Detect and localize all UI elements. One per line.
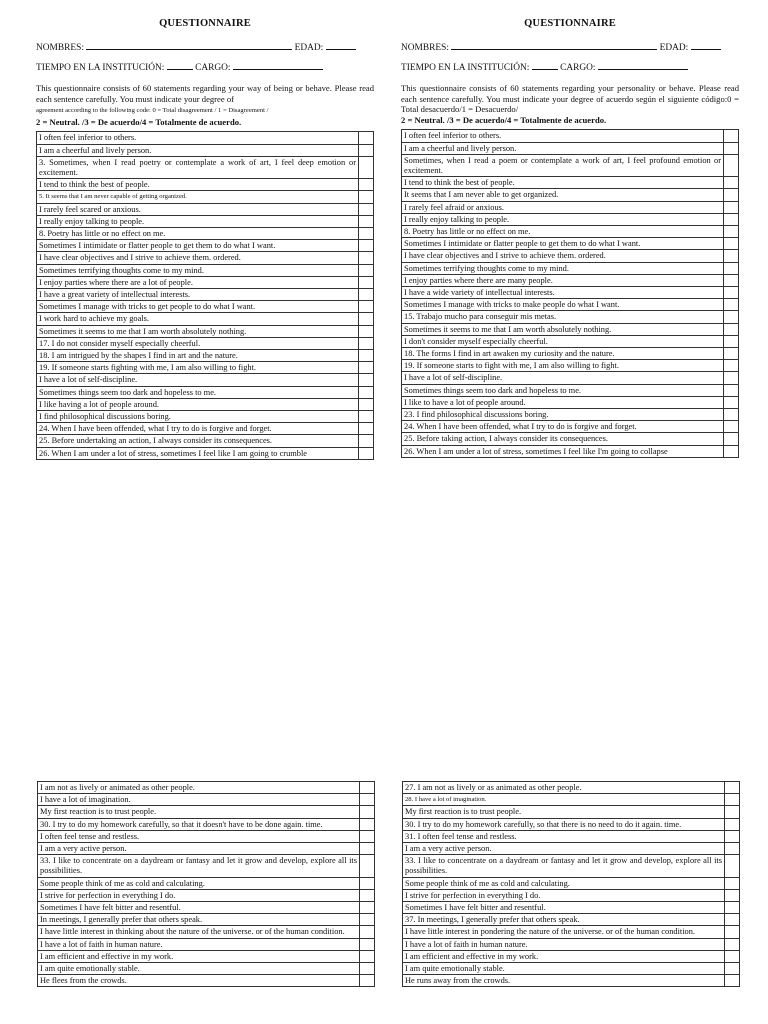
question-text: 5. It seems that I am never capable of getting organized.: [37, 191, 359, 203]
answer-cell[interactable]: [725, 950, 740, 962]
question-text: Sometimes I manage with tricks to get people to do what I want.: [37, 301, 359, 313]
question-text: 25. Before undertaking an action, I always consider its consequences.: [37, 435, 359, 447]
question-text: Sometimes things seem too dark and hopeless to me.: [37, 386, 359, 398]
answer-cell[interactable]: [360, 963, 375, 975]
answer-cell[interactable]: [724, 311, 739, 323]
answer-cell[interactable]: [724, 372, 739, 384]
question-text: 33. I like to concentrate on a daydream or fantasy and let it grow and develop, explore all its possibilities.: [403, 855, 725, 877]
answer-cell[interactable]: [359, 325, 374, 337]
question-row: [37, 325, 374, 337]
edad-field[interactable]: [691, 41, 721, 50]
nombres-row: [401, 41, 739, 54]
answer-cell[interactable]: [724, 142, 739, 154]
answer-cell[interactable]: [359, 203, 374, 215]
instructions: [401, 83, 739, 125]
question-row: [38, 926, 375, 938]
question-text: Sometimes I manage with tricks to make people do what I want.: [402, 299, 724, 311]
edad-label: EDAD:: [294, 43, 324, 53]
question-text: I am a cheerful and lively person.: [402, 142, 724, 154]
question-text: 26. When I am under a lot of stress, sometimes I feel like I'm going to collapse: [402, 445, 724, 457]
question-text: I work hard to achieve my goals.: [37, 313, 359, 325]
answer-cell[interactable]: [359, 191, 374, 203]
cargo-label: CARGO:: [560, 63, 596, 73]
questionnaire-left: [36, 18, 374, 460]
answer-cell[interactable]: [360, 843, 375, 855]
cargo-field[interactable]: [233, 61, 323, 70]
question-row: [37, 386, 374, 398]
question-row: [402, 213, 739, 225]
answer-cell[interactable]: [725, 926, 740, 938]
questions-table: [402, 781, 740, 987]
answer-cell[interactable]: [724, 250, 739, 262]
question-text: Sometimes it seems to me that I am worth absolutely nothing.: [402, 323, 724, 335]
answer-cell[interactable]: [724, 213, 739, 225]
question-row: [403, 855, 740, 877]
nombres-field[interactable]: [86, 41, 292, 50]
question-text: I am a very active person.: [403, 843, 725, 855]
question-row: [37, 350, 374, 362]
question-row: [38, 843, 375, 855]
question-row: [38, 855, 375, 877]
answer-cell[interactable]: [359, 156, 374, 178]
question-row: [402, 189, 739, 201]
question-row: [38, 889, 375, 901]
answer-cell[interactable]: [725, 877, 740, 889]
question-row: [38, 914, 375, 926]
tiempo-label: TIEMPO EN LA INSTITUCIÓN:: [36, 63, 165, 73]
intro-code: agreement according to the following code: 0 = Total disagreement / 1 = Disagreement /: [36, 107, 269, 115]
question-row: [37, 337, 374, 349]
question-row: [38, 782, 375, 794]
answer-cell[interactable]: [359, 362, 374, 374]
cargo-field[interactable]: [598, 61, 688, 70]
question-row: [402, 262, 739, 274]
question-text: Sometimes I have felt bitter and resentful.: [403, 902, 725, 914]
question-row: [402, 226, 739, 238]
answer-cell[interactable]: [359, 337, 374, 349]
question-text: Sometimes, when I read a poem or contemplate a work of art, I feel profound emotion or excitement.: [402, 154, 724, 176]
question-row: [403, 889, 740, 901]
question-row: [402, 142, 739, 154]
answer-cell[interactable]: [360, 782, 375, 794]
question-text: I often feel inferior to others.: [37, 132, 359, 144]
question-text: 8. Poetry has little or no effect on me.: [402, 226, 724, 238]
questionnaire-right: [401, 18, 739, 458]
question-row: [402, 384, 739, 396]
question-row: [403, 963, 740, 975]
answer-cell[interactable]: [360, 855, 375, 877]
question-text: I strive for perfection in everything I do.: [38, 889, 360, 901]
question-row: [402, 396, 739, 408]
answer-cell[interactable]: [724, 445, 739, 457]
question-row: [37, 252, 374, 264]
answer-cell[interactable]: [359, 398, 374, 410]
questionnaire-left-continued: [37, 781, 375, 1024]
instructions: [36, 83, 374, 127]
answer-cell[interactable]: [359, 264, 374, 276]
question-text: I have a great variety of intellectual interests.: [37, 289, 359, 301]
question-text: Sometimes terrifying thoughts come to my mind.: [37, 264, 359, 276]
question-row: [402, 287, 739, 299]
edad-field[interactable]: [326, 41, 356, 50]
answer-cell[interactable]: [360, 926, 375, 938]
question-text: 30. I try to do my homework carefully, so that it doesn't have to be done again. time.: [38, 818, 360, 830]
question-text: Sometimes it seems to me that I am worth absolutely nothing.: [37, 325, 359, 337]
question-row: [402, 409, 739, 421]
question-text: 30. I try to do my homework carefully, so that there is no need to do it again. time.: [403, 818, 725, 830]
answer-cell[interactable]: [725, 843, 740, 855]
question-text: 31. I often feel tense and restless.: [403, 830, 725, 842]
answer-cell[interactable]: [360, 938, 375, 950]
question-text: I am a very active person.: [38, 843, 360, 855]
question-row: [37, 423, 374, 435]
answer-cell[interactable]: [725, 902, 740, 914]
answer-cell[interactable]: [724, 238, 739, 250]
question-text: I have a lot of self-discipline.: [37, 374, 359, 386]
question-text: I am quite emotionally stable.: [38, 963, 360, 975]
question-row: [37, 228, 374, 240]
question-row: [403, 877, 740, 889]
answer-cell[interactable]: [359, 252, 374, 264]
answer-cell[interactable]: [360, 877, 375, 889]
answer-cell[interactable]: [725, 794, 740, 806]
answer-cell[interactable]: [725, 914, 740, 926]
answer-cell[interactable]: [359, 313, 374, 325]
questionnaire-right-continued: [402, 781, 740, 1024]
question-row: [38, 938, 375, 950]
intro-scale: 2 = Neutral. /3 = De acuerdo/4 = Totalmente de acuerdo.: [36, 116, 242, 127]
questions-table: [36, 131, 374, 459]
question-text: I often feel inferior to others.: [402, 130, 724, 142]
question-row: [403, 926, 740, 938]
question-row: [38, 794, 375, 806]
question-row: [37, 203, 374, 215]
intro-text: This questionnaire consists of 60 statements regarding your personality or behave. Please read each sentence carefully. You must indicate your degree of acuerdo según el siguiente código:0 = Total desacuerdo/1 = Desacuerdo/: [401, 83, 739, 115]
question-row: [38, 902, 375, 914]
question-row: [38, 950, 375, 962]
question-row: [37, 156, 374, 178]
question-row: [37, 191, 374, 203]
question-row: [37, 179, 374, 191]
question-text: 17. I do not consider myself especially cheerful.: [37, 337, 359, 349]
question-row: [37, 447, 374, 459]
question-row: [403, 782, 740, 794]
question-text: I like to have a lot of people around.: [402, 396, 724, 408]
question-text: Sometimes terrifying thoughts come to my mind.: [402, 262, 724, 274]
nombres-label: NOMBRES:: [36, 43, 84, 53]
nombres-row: [36, 41, 374, 54]
answer-cell[interactable]: [359, 447, 374, 459]
question-row: [38, 806, 375, 818]
edad-label: EDAD:: [659, 43, 689, 53]
question-text: 24. When I have been offended, what I try to do is forgive and forget.: [37, 423, 359, 435]
answer-cell[interactable]: [360, 818, 375, 830]
question-row: [403, 818, 740, 830]
question-row: [37, 435, 374, 447]
question-row: [402, 274, 739, 286]
answer-cell[interactable]: [359, 289, 374, 301]
question-text: I have clear objectives and I strive to achieve them. ordered.: [37, 252, 359, 264]
question-row: [37, 240, 374, 252]
question-text: I don't consider myself especially cheerful.: [402, 335, 724, 347]
answer-cell[interactable]: [360, 914, 375, 926]
question-row: [403, 938, 740, 950]
question-row: [403, 843, 740, 855]
question-text: 19. If someone starts to fight with me, I am also willing to fight.: [402, 360, 724, 372]
question-row: [37, 132, 374, 144]
question-row: [403, 902, 740, 914]
question-text: I have a lot of faith in human nature.: [38, 938, 360, 950]
answer-cell[interactable]: [359, 276, 374, 288]
question-row: [38, 818, 375, 830]
question-row: [38, 975, 375, 987]
question-row: [402, 250, 739, 262]
question-text: 15. Trabajo mucho para conseguir mis metas.: [402, 311, 724, 323]
question-row: [402, 372, 739, 384]
question-text: My first reaction is to trust people.: [38, 806, 360, 818]
answer-cell[interactable]: [725, 938, 740, 950]
answer-cell[interactable]: [724, 409, 739, 421]
answer-cell[interactable]: [359, 144, 374, 156]
question-text: I have little interest in pondering the nature of the universe. or of the human condition.: [403, 926, 725, 938]
answer-cell[interactable]: [359, 423, 374, 435]
answer-cell[interactable]: [359, 301, 374, 313]
question-row: [37, 215, 374, 227]
question-text: I am efficient and effective in my work.: [403, 950, 725, 962]
question-row: [37, 264, 374, 276]
answer-cell[interactable]: [724, 348, 739, 360]
question-text: I really enjoy talking to people.: [37, 215, 359, 227]
question-row: [37, 276, 374, 288]
question-text: Sometimes I have felt bitter and resentful.: [38, 902, 360, 914]
answer-cell[interactable]: [360, 830, 375, 842]
question-text: 33. I like to concentrate on a daydream or fantasy and let it grow and develop, explore all its possibilities.: [38, 855, 360, 877]
question-row: [403, 806, 740, 818]
question-text: I tend to think the best of people.: [402, 177, 724, 189]
intro-text: This questionnaire consists of 60 statements regarding your way of being or behave. Please read each sentence carefully. You must indicate your degree of: [36, 83, 374, 104]
answer-cell[interactable]: [360, 975, 375, 987]
answer-cell[interactable]: [725, 975, 740, 987]
question-text: I am a cheerful and lively person.: [37, 144, 359, 156]
question-row: [37, 398, 374, 410]
question-text: I am quite emotionally stable.: [403, 963, 725, 975]
answer-cell[interactable]: [724, 226, 739, 238]
question-text: 8. Poetry has little or no effect on me.: [37, 228, 359, 240]
question-text: I find philosophical discussions boring.: [37, 411, 359, 423]
question-text: 27. I am not as lively or as animated as other people.: [403, 782, 725, 794]
answer-cell[interactable]: [360, 950, 375, 962]
answer-cell[interactable]: [359, 179, 374, 191]
tiempo-row: [401, 61, 739, 74]
question-row: [402, 177, 739, 189]
question-text: I often feel tense and restless.: [38, 830, 360, 842]
question-text: Some people think of me as cold and calculating.: [38, 877, 360, 889]
question-text: Some people think of me as cold and calculating.: [403, 877, 725, 889]
answer-cell[interactable]: [724, 360, 739, 372]
question-text: I like having a lot of people around.: [37, 398, 359, 410]
question-row: [37, 313, 374, 325]
tiempo-field[interactable]: [167, 61, 193, 70]
answer-cell[interactable]: [725, 818, 740, 830]
answer-cell[interactable]: [360, 806, 375, 818]
question-text: My first reaction is to trust people.: [403, 806, 725, 818]
answer-cell[interactable]: [725, 782, 740, 794]
answer-cell[interactable]: [359, 132, 374, 144]
nombres-label: NOMBRES:: [401, 43, 449, 53]
question-row: [403, 794, 740, 806]
question-row: [402, 323, 739, 335]
answer-cell[interactable]: [724, 262, 739, 274]
question-row: [37, 289, 374, 301]
question-text: I really enjoy talking to people.: [402, 213, 724, 225]
question-text: 25. Before taking action, I always consider its consequences.: [402, 433, 724, 445]
questions-table: [401, 129, 739, 457]
question-row: [38, 830, 375, 842]
question-text: It seems that I am never able to get organized.: [402, 189, 724, 201]
question-row: [403, 914, 740, 926]
question-text: 23. I find philosophical discussions boring.: [402, 409, 724, 421]
question-text: I enjoy parties where there are many people.: [402, 274, 724, 286]
question-text: I am efficient and effective in my work.: [38, 950, 360, 962]
question-row: [402, 433, 739, 445]
question-text: Sometimes I intimidate or flatter people to get them to do what I want.: [402, 238, 724, 250]
answer-cell[interactable]: [724, 274, 739, 286]
question-row: [38, 963, 375, 975]
question-row: [402, 201, 739, 213]
question-row: [37, 411, 374, 423]
question-text: 37. In meetings, I generally prefer that others speak.: [403, 914, 725, 926]
answer-cell[interactable]: [725, 963, 740, 975]
tiempo-row: [36, 61, 374, 74]
answer-cell[interactable]: [724, 177, 739, 189]
question-text: He runs away from the crowds.: [403, 975, 725, 987]
answer-cell[interactable]: [724, 189, 739, 201]
answer-cell[interactable]: [359, 435, 374, 447]
question-text: 26. When I am under a lot of stress, sometimes I feel like I am going to crumble: [37, 447, 359, 459]
answer-cell[interactable]: [359, 240, 374, 252]
answer-cell[interactable]: [724, 154, 739, 176]
question-row: [402, 238, 739, 250]
answer-cell[interactable]: [725, 855, 740, 877]
question-text: I have clear objectives and I strive to achieve them. ordered.: [402, 250, 724, 262]
answer-cell[interactable]: [724, 287, 739, 299]
question-text: Sometimes I intimidate or flatter people to get them to do what I want.: [37, 240, 359, 252]
answer-cell[interactable]: [724, 201, 739, 213]
question-text: Sometimes things seem too dark and hopeless to me.: [402, 384, 724, 396]
question-row: [37, 374, 374, 386]
question-row: [402, 335, 739, 347]
question-row: [402, 348, 739, 360]
question-row: [37, 301, 374, 313]
question-row: [402, 445, 739, 457]
answer-cell[interactable]: [360, 902, 375, 914]
question-text: I have a wide variety of intellectual interests.: [402, 287, 724, 299]
question-row: [37, 144, 374, 156]
question-row: [403, 975, 740, 987]
tiempo-label: TIEMPO EN LA INSTITUCIÓN:: [401, 63, 530, 73]
answer-cell[interactable]: [359, 228, 374, 240]
answer-cell[interactable]: [724, 130, 739, 142]
question-text: I rarely feel scared or anxious.: [37, 203, 359, 215]
question-text: 24. When I have been offended, what I try to do is forgive and forget.: [402, 421, 724, 433]
question-text: 28. I have a lot of imagination.: [403, 794, 725, 806]
answer-cell[interactable]: [360, 889, 375, 901]
question-text: I have a lot of faith in human nature.: [403, 938, 725, 950]
answer-cell[interactable]: [360, 794, 375, 806]
nombres-field[interactable]: [451, 41, 657, 50]
question-row: [402, 154, 739, 176]
question-row: [402, 130, 739, 142]
answer-cell[interactable]: [724, 384, 739, 396]
question-row: [403, 830, 740, 842]
question-row: [402, 360, 739, 372]
answer-cell[interactable]: [724, 335, 739, 347]
question-text: I have a lot of self-discipline.: [402, 372, 724, 384]
questions-table: [37, 781, 375, 987]
questionnaire-title: QUESTIONNAIRE: [524, 18, 616, 29]
question-text: I rarely feel afraid or anxious.: [402, 201, 724, 213]
question-text: I enjoy parties where there are a lot of people.: [37, 276, 359, 288]
question-row: [403, 950, 740, 962]
answer-cell[interactable]: [724, 433, 739, 445]
question-text: I strive for perfection in everything I do.: [403, 889, 725, 901]
tiempo-field[interactable]: [532, 61, 558, 70]
answer-cell[interactable]: [359, 215, 374, 227]
answer-cell[interactable]: [724, 396, 739, 408]
question-text: He flees from the crowds.: [38, 975, 360, 987]
answer-cell[interactable]: [724, 299, 739, 311]
question-row: [37, 362, 374, 374]
question-text: 18. The forms I find in art awaken my curiosity and the nature.: [402, 348, 724, 360]
question-text: I have a lot of imagination.: [38, 794, 360, 806]
question-text: 18. I am intrigued by the shapes I find in art and the nature.: [37, 350, 359, 362]
answer-cell[interactable]: [725, 830, 740, 842]
question-row: [402, 311, 739, 323]
answer-cell[interactable]: [725, 806, 740, 818]
question-row: [402, 421, 739, 433]
question-text: 3. Sometimes, when I read poetry or contemplate a work of art, I feel deep emotion or excitement.: [37, 156, 359, 178]
question-row: [402, 299, 739, 311]
question-row: [38, 877, 375, 889]
question-text: I tend to think the best of people.: [37, 179, 359, 191]
question-text: 19. If someone starts fighting with me, I am also willing to fight.: [37, 362, 359, 374]
answer-cell[interactable]: [359, 374, 374, 386]
cargo-label: CARGO:: [195, 63, 231, 73]
answer-cell[interactable]: [725, 889, 740, 901]
answer-cell[interactable]: [359, 386, 374, 398]
question-text: I have little interest in thinking about the nature of the universe. or of the human condition.: [38, 926, 360, 938]
intro-scale: 2 = Neutral. /3 = De acuerdo/4 = Totalmente de acuerdo.: [401, 114, 607, 125]
answer-cell[interactable]: [359, 411, 374, 423]
questionnaire-title: QUESTIONNAIRE: [159, 18, 251, 29]
answer-cell[interactable]: [724, 323, 739, 335]
answer-cell[interactable]: [724, 421, 739, 433]
question-text: I am not as lively or animated as other people.: [38, 782, 360, 794]
question-text: In meetings, I generally prefer that others speak.: [38, 914, 360, 926]
answer-cell[interactable]: [359, 350, 374, 362]
